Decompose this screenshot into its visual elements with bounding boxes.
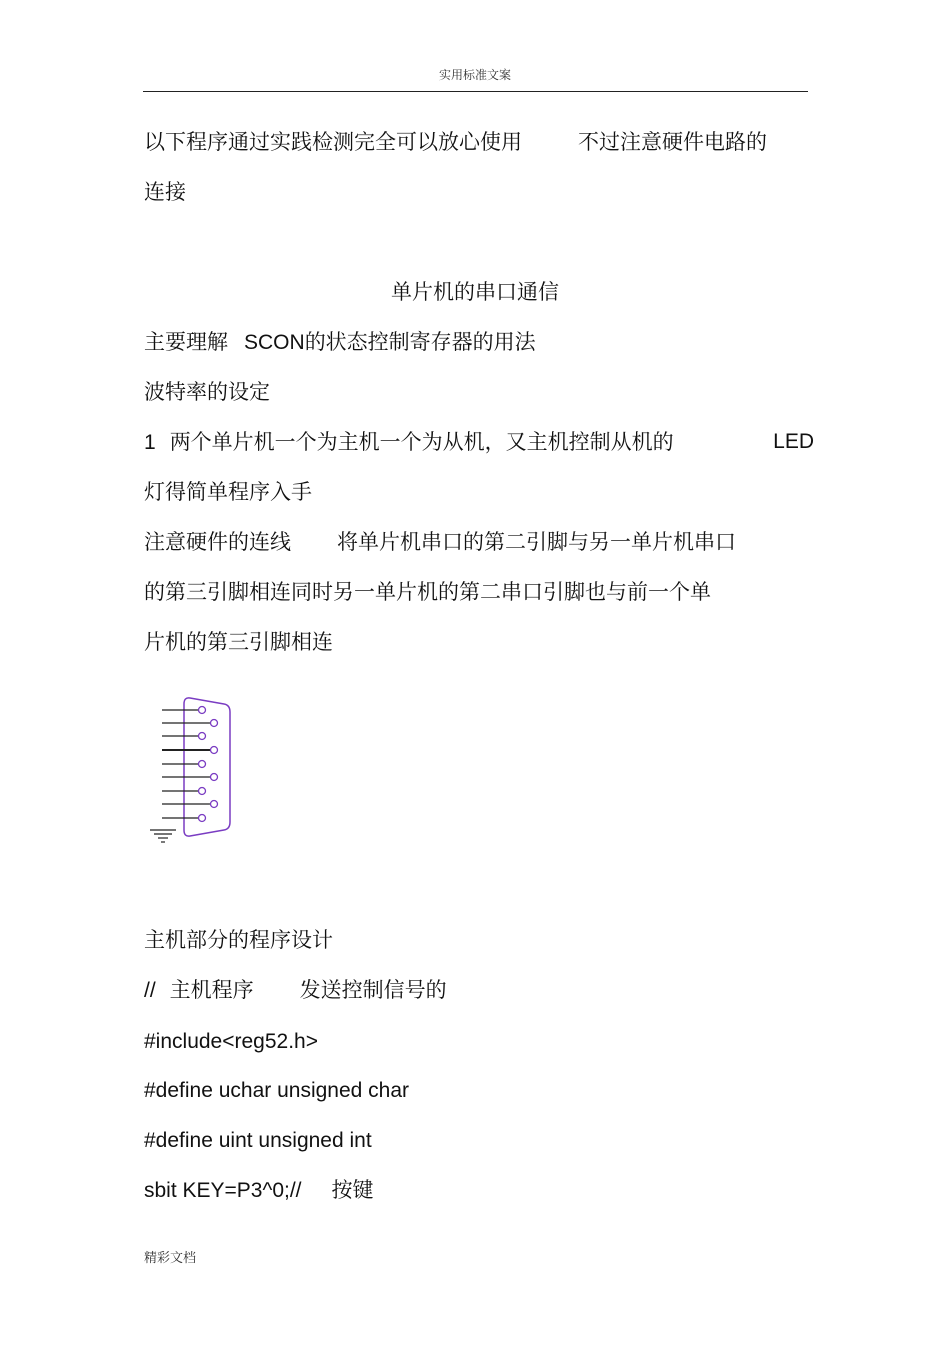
item-1-led: LED <box>773 430 814 453</box>
page-header: 实用标准文案 <box>438 68 511 82</box>
connector-shell <box>184 698 230 836</box>
header-divider <box>143 91 808 92</box>
pin-circle <box>211 720 218 727</box>
item-1-number: 1 <box>144 431 156 454</box>
note-line-3: 片机的第三引脚相连 <box>144 630 333 654</box>
pin-circle <box>199 733 206 740</box>
item-1-line-1 <box>144 428 814 457</box>
page-footer: 精彩文档 <box>144 1251 197 1266</box>
code-sbit-comment: 按键 <box>331 1178 374 1202</box>
code-include: #include<reg52.h> <box>144 1030 318 1053</box>
comment-text-a: 主机程序 <box>169 978 254 1002</box>
code-define-uint: #define uint unsigned int <box>144 1129 372 1152</box>
pin-circle <box>211 801 218 808</box>
note-line-1 <box>144 528 736 556</box>
db9-connector-diagram <box>146 690 246 850</box>
ground-symbol <box>150 830 176 842</box>
comment-prefix: // <box>144 979 156 1002</box>
section-title: 单片机的串口通信 <box>391 280 559 304</box>
code-sbit: sbit KEY=P3^0;// <box>144 1179 302 1202</box>
code-define-uchar: #define uchar unsigned char <box>144 1079 410 1102</box>
intro-line-1 <box>144 128 767 156</box>
code-comment-line <box>144 976 447 1005</box>
comment-text-b: 发送控制信号的 <box>299 978 447 1002</box>
item-1-line-2: 灯得简单程序入手 <box>144 480 312 504</box>
item-1-text: 两个单片机一个为主机一个为从机，又主机控制从机的 <box>169 430 674 454</box>
point-scon-term: SCON <box>244 331 305 354</box>
intro-text-a: 以下程序通过实践检测完全可以放心使用 <box>144 130 522 154</box>
pin-circle <box>199 761 206 768</box>
intro-text-b: 不过注意硬件电路的 <box>578 130 767 154</box>
pin-circle <box>211 774 218 781</box>
point-scon-c: 的状态控制寄存器的用法 <box>304 330 536 354</box>
point-baud: 波特率的设定 <box>144 380 270 404</box>
pin-circle <box>211 747 218 754</box>
pin-circle <box>199 815 206 822</box>
intro-line-2: 连接 <box>144 180 186 204</box>
note-text-b: 将单片机串口的第二引脚与另一单片机串口 <box>337 530 736 554</box>
point-scon-a: 主要理解 <box>144 330 228 354</box>
point-scon <box>144 328 536 357</box>
note-line-2: 的第三引脚相连同时另一单片机的第二串口引脚也与前一个单 <box>144 580 711 604</box>
code-sbit-line <box>144 1176 374 1205</box>
pin-circle <box>199 788 206 795</box>
pin-circle <box>199 707 206 714</box>
host-program-title: 主机部分的程序设计 <box>144 928 333 952</box>
note-text-a: 注意硬件的连线 <box>144 530 291 554</box>
